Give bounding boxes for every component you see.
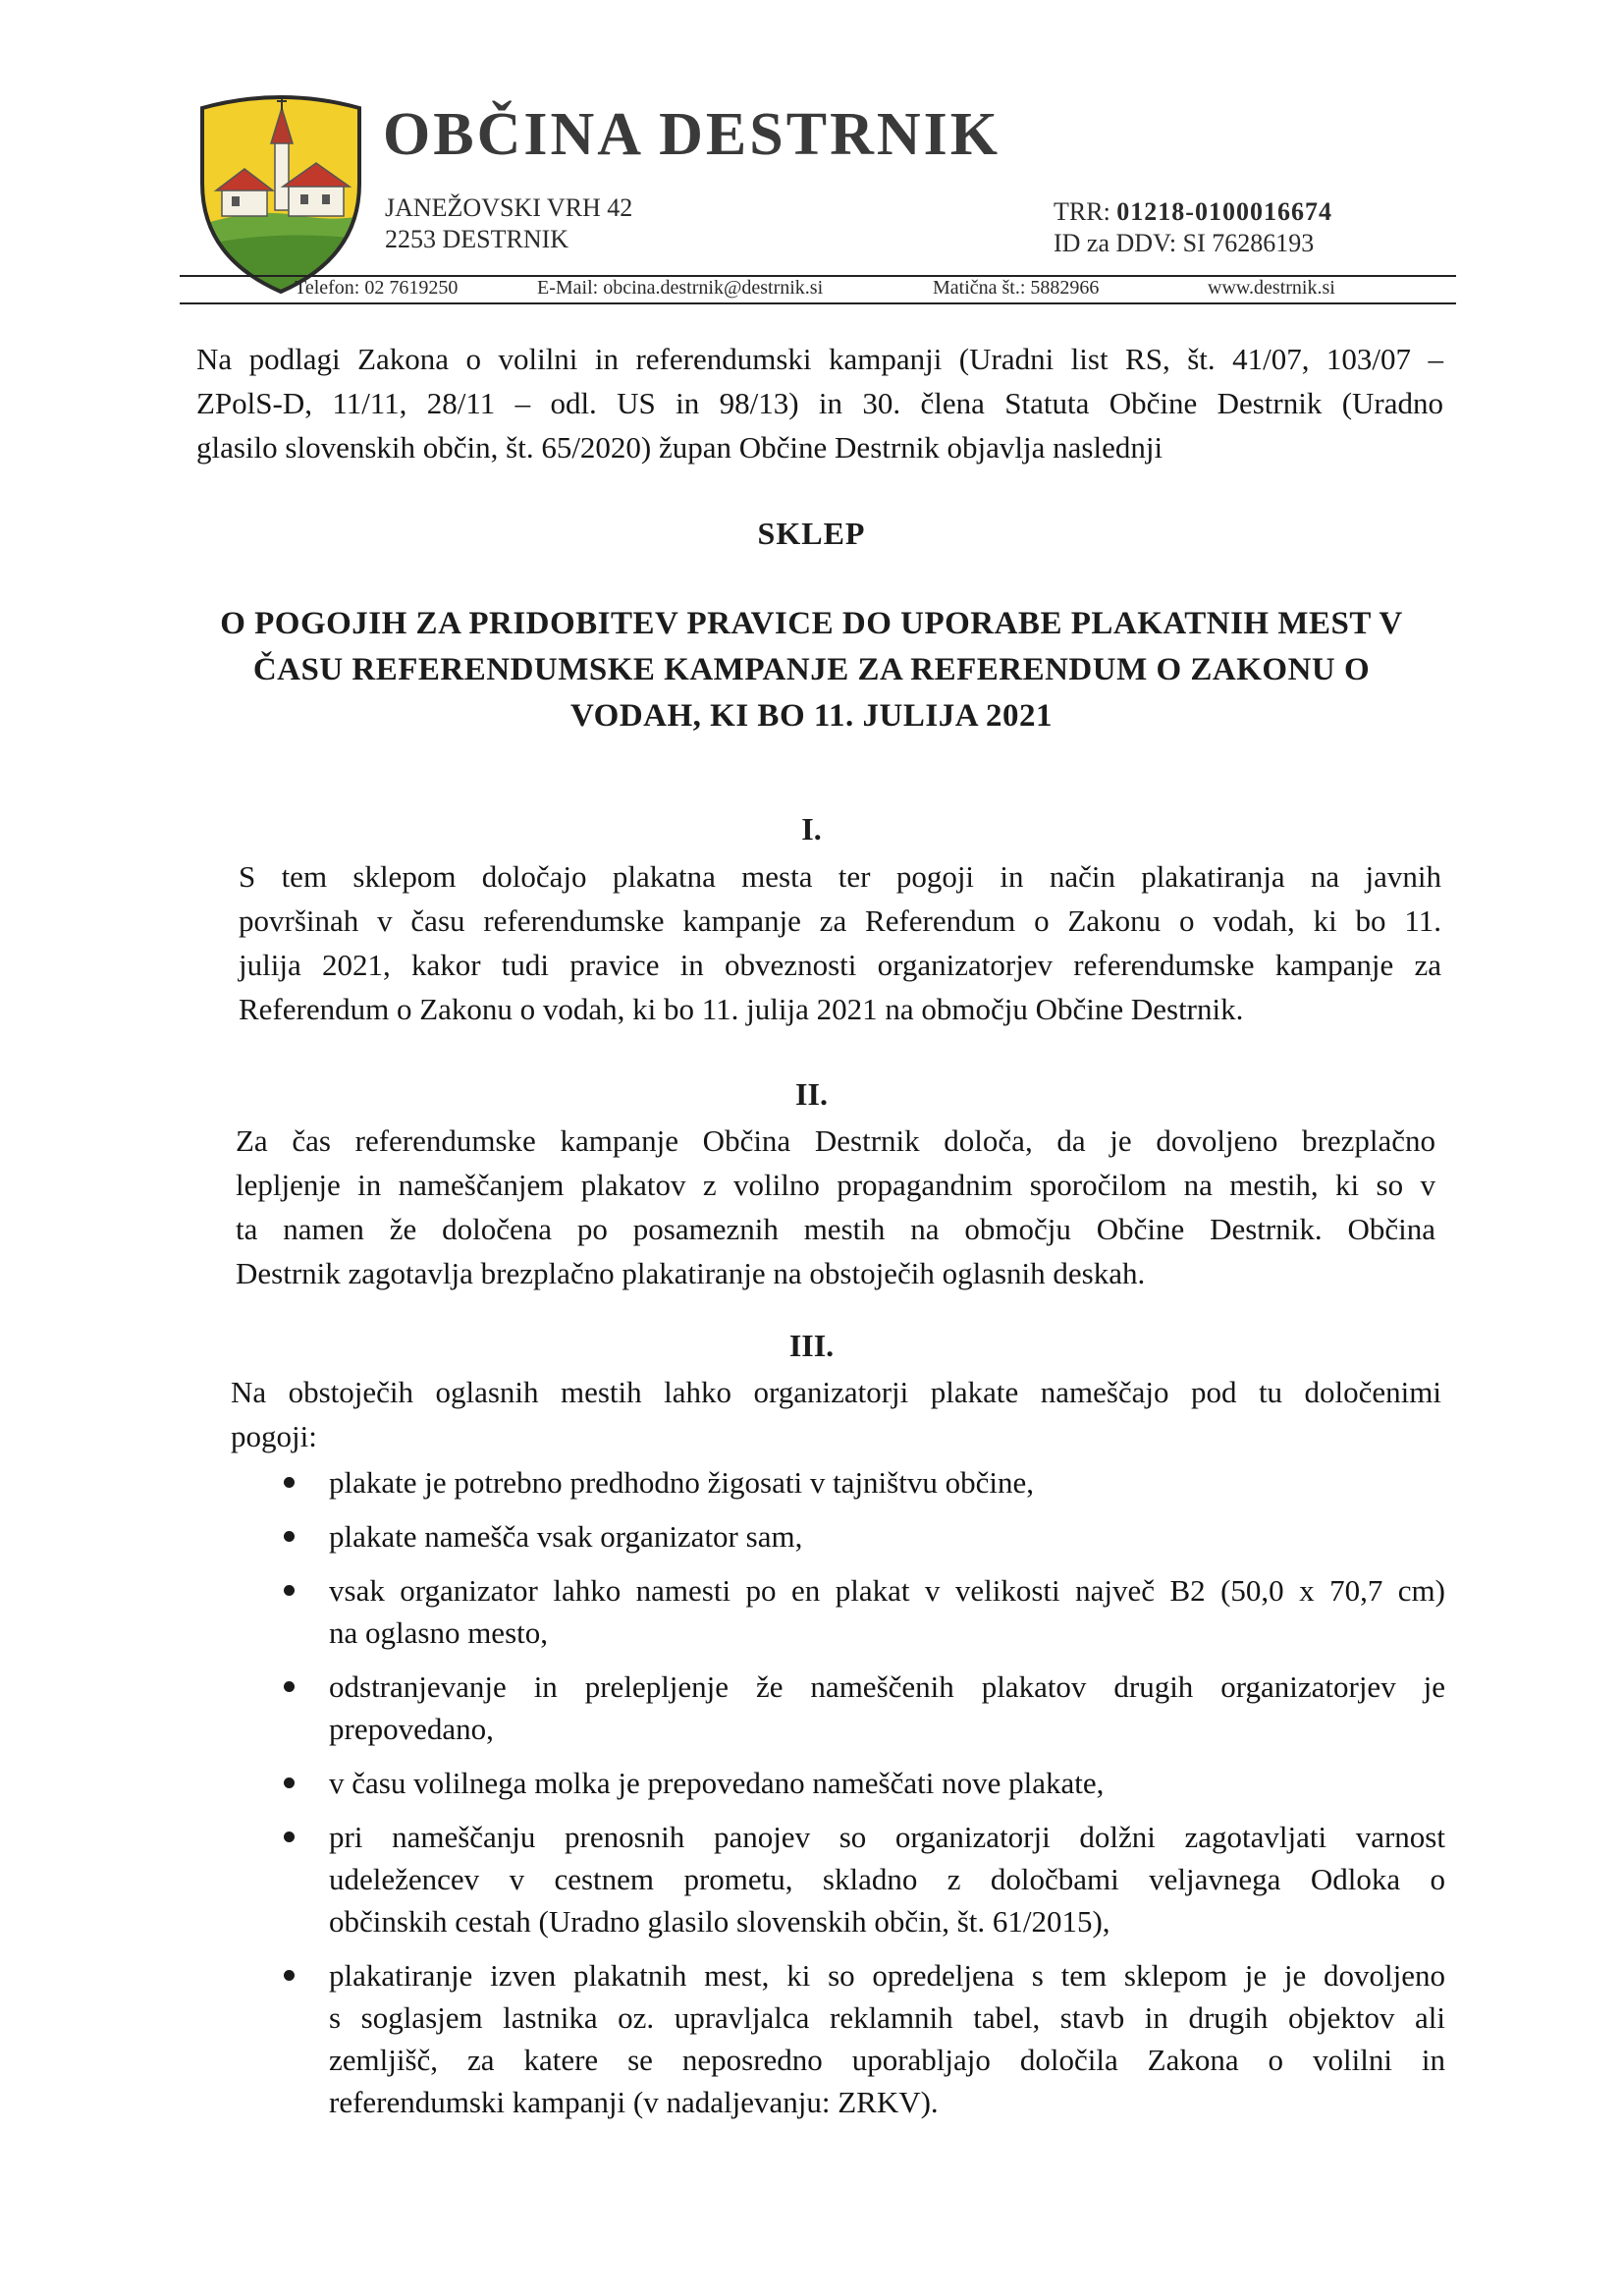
paragraph-line: lepljenje in nameščanjem plakatov z volilno propagandnim sporočilom na mestih, ki so v	[236, 1168, 1435, 1202]
paragraph-line: površinah v času referendumske kampanje za Referendum o Zakonu o vodah, ki bo 11.	[239, 903, 1441, 938]
paragraph-line: Za čas referendumske kampanje Občina Destrnik določa, da je dovoljeno brezplačno	[236, 1123, 1435, 1158]
list-item-line: pri nameščanju prenosnih panojev so organizatorji dolžni zagotavljati varnost	[329, 1820, 1445, 1854]
list-item-line: plakatiranje izven plakatnih mest, ki so opredeljena s tem sklepom je je dovoljeno	[329, 1958, 1445, 1993]
trr-value: 01218-0100016674	[1116, 197, 1332, 226]
bank-info-block	[1054, 196, 1332, 259]
list-item-line: odstranjevanje in prelepljenje že nameščenih plakatov drugih organizatorjev je	[329, 1669, 1445, 1704]
list-item-line: plakate namešča vsak organizator sam,	[329, 1519, 803, 1554]
list-item	[282, 1515, 1445, 1558]
paragraph-line: Destrnik zagotavlja brezplačno plakatiranje na obstoječih oglasnih deskah.	[236, 1256, 1146, 1290]
section-number: I.	[801, 811, 822, 847]
list-item	[282, 1816, 1445, 1942]
registration-number: Matična št.: 5882966	[933, 277, 1100, 299]
list-item-line: udeležencev v cestnem prometu, skladno z določbami veljavnega Odloka o	[329, 1862, 1445, 1896]
bullet-icon	[284, 1531, 295, 1542]
contact-email: E-Mail: obcina.destrnik@destrnik.si	[537, 277, 824, 299]
bullet-icon	[284, 1681, 295, 1692]
bullet-icon	[284, 1585, 295, 1596]
header-rule-bottom	[180, 302, 1456, 304]
list-item	[282, 1762, 1445, 1804]
paragraph-line: S tem sklepom določajo plakatna mesta ter pogoji in način plakatiranja na javnih	[239, 859, 1441, 894]
document-title: SKLEP	[757, 516, 866, 551]
list-item-line: v času volilnega molka je prepovedano nameščati nove plakate,	[329, 1766, 1105, 1800]
paragraph-line: Na obstoječih oglasnih mestih lahko organizatorji plakate nameščajo pod tu določenimi	[231, 1375, 1441, 1409]
list-item	[282, 1461, 1445, 1503]
list-item-line: občinskih cestah (Uradno glasilo slovenskih občin, št. 61/2015),	[329, 1904, 1110, 1939]
bullet-icon	[284, 1831, 295, 1842]
bullet-icon	[284, 1477, 295, 1488]
conditions-list	[282, 1461, 1445, 2135]
list-item-line: referendumski kampanji (v nadaljevanju: ZRKV).	[329, 2085, 939, 2119]
list-item-line: plakate je potrebno predhodno žigosati v tajništvu občine,	[329, 1465, 1034, 1500]
list-item	[282, 1569, 1445, 1654]
section-paragraph	[236, 1119, 1435, 1295]
website: www.destrnik.si	[1208, 277, 1335, 299]
list-item	[282, 1954, 1445, 2123]
bullet-icon	[284, 1970, 295, 1981]
paragraph-line: julija 2021, kakor tudi pravice in obveznosti organizatorjev referendumske kampanje za	[239, 948, 1441, 982]
intro-line: ZPolS-D, 11/11, 28/11 – odl. US in 98/13) in 30. člena Statuta Občine Destrnik (Uradno	[196, 386, 1443, 420]
list-item-line: prepovedano,	[329, 1712, 494, 1746]
list-item	[282, 1666, 1445, 1750]
address-postal: 2253 DESTRNIK	[385, 225, 569, 253]
municipality-name: OBČINA DESTRNIK	[383, 101, 1001, 168]
intro-line: Na podlagi Zakona o volilni in referendumski kampanji (Uradni list RS, št. 41/07, 103/07 –	[196, 342, 1443, 376]
section-paragraph	[239, 854, 1441, 1031]
address-block	[385, 192, 632, 255]
vat-id: ID za DDV: SI 76286193	[1054, 229, 1315, 257]
document-subtitle	[0, 601, 1623, 739]
paragraph-line: ta namen že določena po posameznih mestih na območju Občine Destrnik. Občina	[236, 1212, 1435, 1246]
section-number: III.	[788, 1328, 835, 1363]
intro-paragraph	[196, 337, 1443, 469]
list-item-line: vsak organizator lahko namesti po en plakat v velikosti največ B2 (50,0 x 70,7 cm)	[329, 1573, 1445, 1608]
subtitle-line: O POGOJIH ZA PRIDOBITEV PRAVICE DO UPORABE PLAKATNIH MEST V	[220, 606, 1403, 641]
paragraph-line: Referendum o Zakonu o vodah, ki bo 11. julija 2021 na območju Občine Destrnik.	[239, 992, 1244, 1026]
subtitle-line: ČASU REFERENDUMSKE KAMPANJE ZA REFERENDUM O ZAKONU O	[252, 652, 1371, 687]
contact-phone: Telefon: 02 7619250	[295, 277, 459, 299]
bullet-icon	[284, 1777, 295, 1788]
list-item-line: na oglasno mesto,	[329, 1615, 548, 1650]
trr-label: TRR:	[1054, 197, 1117, 226]
section-number: II.	[795, 1076, 828, 1112]
paragraph-line: pogoji:	[231, 1419, 317, 1453]
list-item-line: s soglasjem lastnika oz. upravljalca reklamnih tabel, stavb in drugih objektov ali	[329, 2000, 1445, 2035]
section-paragraph	[231, 1370, 1441, 1458]
address-street: JANEŽOVSKI VRH 42	[385, 193, 633, 222]
trr-line	[1054, 196, 1332, 228]
intro-line: glasilo slovenskih občin, št. 65/2020) župan Občine Destrnik objavlja naslednji	[196, 430, 1163, 465]
municipal-coat-of-arms-icon	[192, 90, 369, 297]
list-item-line: zemljišč, za katere se neposredno uporabljajo določila Zakona o volilni in	[329, 2043, 1445, 2077]
subtitle-line: VODAH, KI BO 11. JULIJA 2021	[570, 698, 1053, 734]
